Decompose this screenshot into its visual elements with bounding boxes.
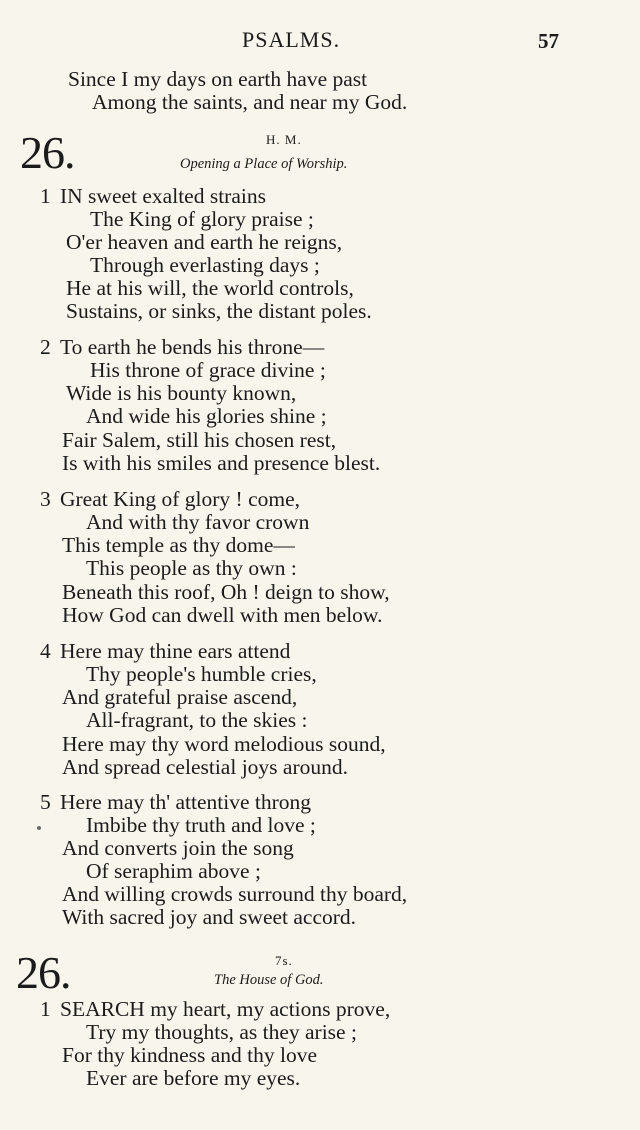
verse-line: Imbibe thy truth and love ; [86,813,316,837]
running-title: PSALMS. [242,27,341,52]
verse-line: Through everlasting days ; [90,253,320,277]
verse-line: Wide is his bounty known, [66,381,297,405]
verse-line: And spread celestial joys around. [62,755,348,779]
verse-line: How God can dwell with men below. [62,603,383,627]
verse-line: Sustains, or sinks, the distant poles. [66,299,372,323]
verse-line [40,184,266,208]
verse-text: Here may th' attentive throng [60,790,312,814]
verse-line: Thy people's humble cries, [86,662,317,686]
verse-text: Here may thine ears attend [60,639,291,663]
running-head [0,27,640,53]
verse-line: With sacred joy and sweet accord. [62,905,357,929]
verse-line: O'er heaven and earth he reigns, [66,230,343,254]
verse-line: This temple as thy dome— [62,533,295,557]
page-number: 57 [538,29,559,53]
verse-number: 1 [40,184,51,208]
verse-line: Is with his smiles and presence blest. [62,451,381,475]
verse-line: Try my thoughts, as they arise ; [86,1020,357,1044]
verse-line: His throne of grace divine ; [90,358,326,382]
hymn-number: 26. [20,127,75,178]
verse-line [40,335,324,359]
verse-line [40,639,290,663]
hymn-number: 26. [16,947,71,998]
verse-number: 2 [40,335,51,359]
verse-line: Beneath this roof, Oh ! deign to show, [62,580,390,604]
continuation-line: Among the saints, and near my God. [92,90,408,114]
verse-line [40,790,311,814]
verse-text: SEARCH my heart, my actions prove, [60,997,391,1021]
hymn-meter: H. M. [266,132,302,147]
verse-line: The King of glory praise ; [90,207,314,231]
verse-line [40,997,390,1021]
verse-line: And willing crowds surround thy board, [62,882,408,906]
verse-line: All-fragrant, to the skies : [86,708,308,732]
verse-number: 1 [40,997,51,1021]
verse-text: Great King of glory ! come, [60,487,301,511]
hymn-title: Opening a Place of Worship. [180,156,348,172]
verse-line: Of seraphim above ; [86,859,261,883]
verse-number: 5 [40,790,51,814]
verse-line: This people as thy own : [86,556,297,580]
verse-line: For thy kindness and thy love [62,1043,317,1067]
hymn-title: The House of God. [214,972,324,988]
continuation-line: Since I my days on earth have past [68,67,368,91]
ink-speck [37,826,41,830]
verse-text: To earth he bends his throne— [60,335,325,359]
verse-line: And wide his glories shine ; [86,404,327,428]
hymn-meter: 7s. [275,953,293,968]
verse-number: 4 [40,639,51,663]
verse-line: He at his will, the world controls, [66,276,354,300]
verse-line: Ever are before my eyes. [86,1066,301,1090]
verse-line: And grateful praise ascend, [62,685,298,709]
verse-line: Here may thy word melodious sound, [62,732,386,756]
verse-line: And with thy favor crown [86,510,310,534]
verse-line [40,487,300,511]
verse-line: Fair Salem, still his chosen rest, [62,428,337,452]
verse-line: And converts join the song [62,836,294,860]
verse-text: IN sweet exalted strains [60,184,266,208]
verse-number: 3 [40,487,51,511]
